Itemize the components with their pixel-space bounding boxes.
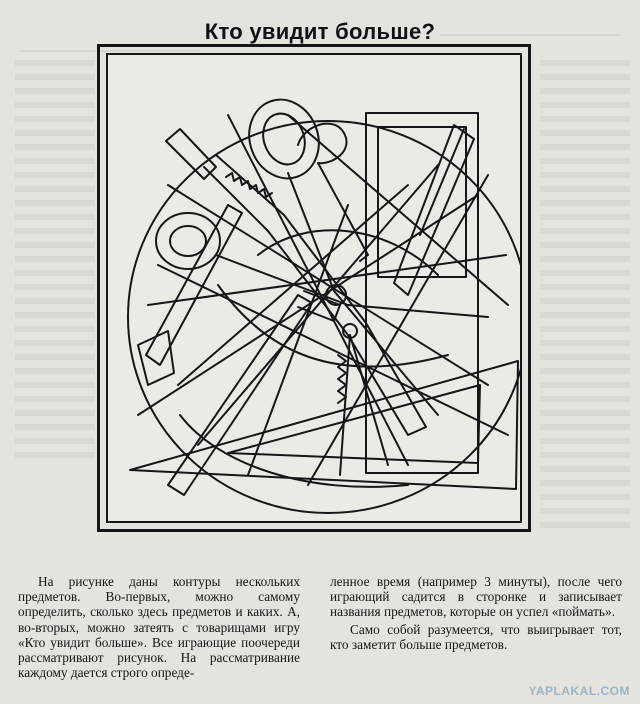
- puzzle-picture-frame: [97, 44, 531, 532]
- scissors-handle-left: [156, 213, 220, 269]
- body-paragraph-continued: ленное время (например 3 минуты), после чего играющий садится в сторонке и записывает названия предметов, которые он успел «поймать».: [330, 574, 622, 620]
- site-watermark: YAPLAKAL.COM: [528, 684, 630, 698]
- body-text-left-column: На рисунке даны контуры нескольких предметов. Во-первых, можно самому определить, сколько здесь предметов и каких. А, во-вторых, можно затеять с товарищами игру «Кто увидит больше». Все играющие поочереди рассматривают рисунок. На рассматривание каждому дается строго опреде-: [18, 574, 300, 681]
- page-title: Кто увидит больше?: [204, 18, 436, 44]
- body-text-right-column: [330, 574, 622, 652]
- body-paragraph-conclusion: Само собой разумеется, что выигрывает тот, кто заметит больше предметов.: [330, 621, 622, 652]
- overlapping-objects-drawing: [108, 55, 522, 523]
- puzzle-picture: [106, 53, 522, 523]
